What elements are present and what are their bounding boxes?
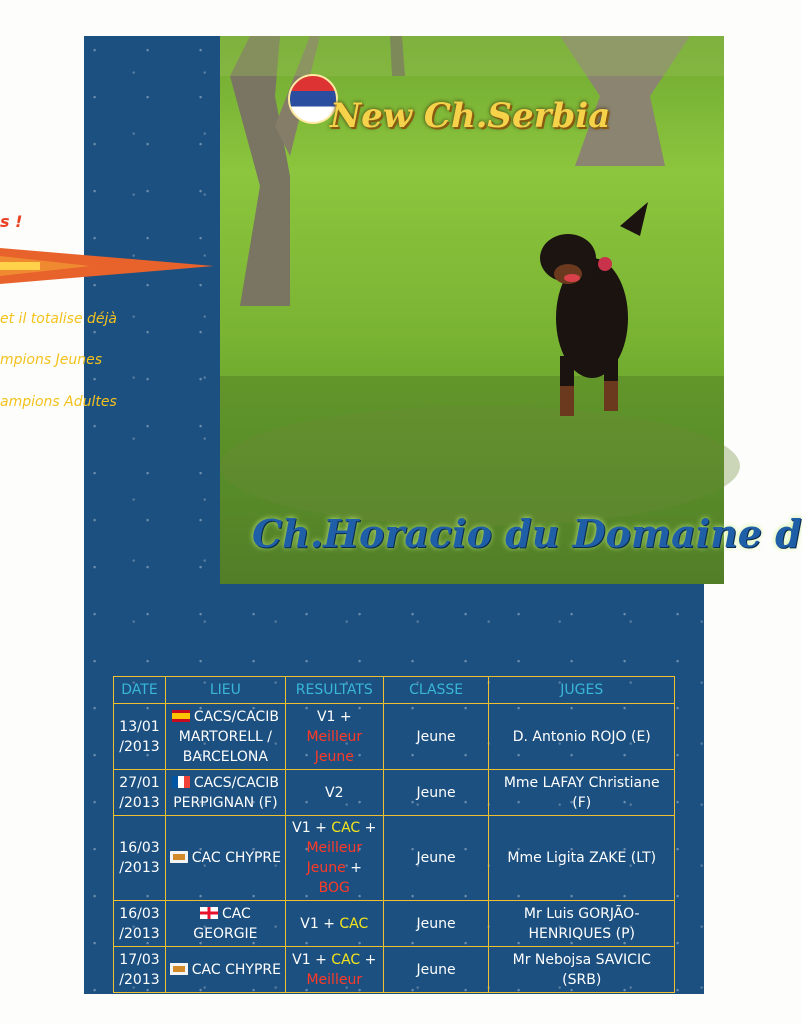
juge-name: Mr Nebojsa SAVICIC (512, 951, 651, 968)
lieu-city: PERPIGNAN (F) (173, 794, 278, 811)
result-cac: CAC (339, 915, 369, 932)
juge-name: D. Antonio ROJO (E) (512, 728, 651, 745)
resultats-cell (285, 770, 383, 816)
lieu-name: CAC CHYPRE (191, 850, 281, 866)
header-resultats: RESULTATS (285, 677, 383, 704)
juge-name: Mr Luis GORJÃO- (523, 905, 640, 922)
juge-cell (489, 770, 675, 816)
result-cac: CAC (331, 951, 361, 968)
table-row (114, 770, 675, 816)
adult-champions-text: ampions Adultes (0, 394, 117, 410)
date-cell (114, 901, 166, 947)
header-date: DATE (114, 677, 166, 704)
classe-cell: Jeune (383, 704, 489, 770)
result-plus-2: + (364, 951, 377, 968)
result-award: Meilleur (306, 840, 363, 856)
table-row (114, 947, 675, 993)
lieu-name: CAC CHYPRE (191, 961, 281, 978)
result-plus: + (339, 708, 352, 725)
result-award: Meilleur (306, 971, 363, 988)
table-header-row (114, 677, 675, 704)
lieu-city: GEORGIE (193, 925, 258, 942)
lieu-name: CACS/CACIB (193, 708, 279, 725)
date-cell (114, 947, 166, 993)
young-champions-text: mpions Jeunes (0, 352, 102, 368)
lieu-cell (165, 704, 285, 770)
juge-country: (F) (572, 794, 592, 811)
dog-name-title: Ch.Horacio du Domaine d (252, 511, 802, 556)
juge-cell (489, 947, 675, 993)
juge-cell (489, 704, 675, 770)
date-cell (114, 704, 166, 770)
table-row (114, 704, 675, 770)
table-row (114, 901, 675, 947)
lieu-name: CAC (221, 905, 251, 922)
result-bog: BOG (318, 880, 350, 896)
juge-cell (489, 901, 675, 947)
intro-text: et il totalise déjà (0, 311, 118, 327)
juge-name: Mme Ligita ZAKE (LT) (507, 850, 657, 866)
result-grade: V1 (300, 915, 319, 932)
france-flag-icon (172, 776, 190, 788)
result-grade: V1 (316, 708, 336, 725)
lieu-cell (165, 947, 285, 993)
result-grade: V1 (292, 951, 311, 968)
cyprus-flag-icon (170, 851, 188, 863)
photo-title: New Ch.Serbia (330, 96, 611, 136)
date-year: /2013 (119, 738, 160, 755)
dog-photo (220, 36, 802, 584)
lieu-cell (165, 770, 285, 816)
date-year: /2013 (119, 925, 160, 942)
result-plus-3: + (350, 860, 362, 876)
date-year: /2013 (119, 860, 160, 876)
date-year: /2013 (119, 971, 160, 988)
result-grade: V1 (292, 820, 311, 836)
table-row (114, 816, 675, 901)
date-cell (114, 816, 166, 901)
juge-country: (SRB) (562, 971, 602, 988)
result-plus: + (315, 951, 327, 968)
date-year: /2013 (119, 794, 160, 811)
pennant-graphic (0, 244, 220, 288)
date-day: 16/03 (119, 905, 160, 922)
result-cac: CAC (331, 820, 361, 836)
juge-name: Mme LAFAY Christiane (503, 774, 660, 791)
result-grade: V2 (325, 784, 344, 801)
lieu-name: CACS/CACIB (193, 774, 279, 791)
date-cell (114, 770, 166, 816)
classe-cell: Jeune (383, 901, 489, 947)
header-juges: JUGES (489, 677, 675, 704)
spain-flag-icon (172, 710, 190, 722)
lieu-cell (165, 816, 285, 901)
date-day: 27/01 (119, 774, 160, 791)
resultats-cell (285, 816, 383, 901)
georgia-flag-icon (200, 907, 218, 919)
headline-fragment: s ! (0, 212, 23, 231)
lieu-city: MARTORELL / (178, 728, 273, 745)
result-plus: + (315, 820, 327, 836)
resultats-cell (285, 901, 383, 947)
results-table (113, 676, 675, 993)
header-classe: CLASSE (383, 677, 489, 704)
classe-cell: Jeune (383, 947, 489, 993)
date-day: 17/03 (119, 951, 160, 968)
result-award-2: Jeune (306, 860, 346, 876)
date-day: 13/01 (119, 718, 160, 735)
classe-cell: Jeune (383, 816, 489, 901)
header-lieu: LIEU (165, 677, 285, 704)
date-day: 16/03 (119, 840, 160, 856)
result-plus: + (323, 915, 335, 932)
juge-cell (489, 816, 675, 901)
cyprus-flag-icon (170, 963, 188, 975)
lieu-cell (165, 901, 285, 947)
juge-country: HENRIQUES (P) (528, 925, 635, 942)
result-plus-2: + (364, 820, 377, 836)
resultats-cell (285, 947, 383, 993)
classe-cell: Jeune (383, 770, 489, 816)
lieu-city-2: BARCELONA (182, 748, 268, 765)
result-award-2: Jeune (314, 748, 354, 765)
result-award: Meilleur (306, 728, 363, 745)
resultats-cell (285, 704, 383, 770)
